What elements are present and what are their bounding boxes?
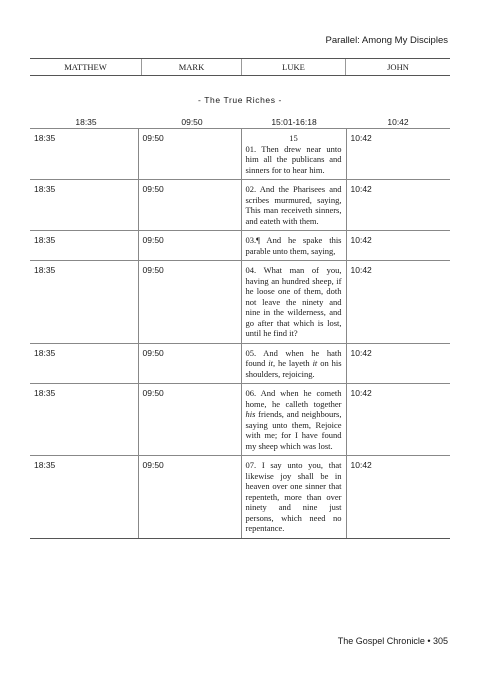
section-title: - The True Riches - xyxy=(198,95,282,105)
page-footer: The Gospel Chronicle • 305 xyxy=(337,636,448,646)
table-row xyxy=(30,261,450,344)
luke-verse xyxy=(241,384,346,456)
table-row xyxy=(30,231,450,261)
matthew-ref: 18:35 xyxy=(30,261,138,344)
john-ref: 10:42 xyxy=(346,343,450,384)
mark-ref: 09:50 xyxy=(138,129,241,180)
ref-john: 10:42 xyxy=(387,117,409,127)
john-ref: 10:42 xyxy=(346,456,450,539)
matthew-ref: 18:35 xyxy=(30,129,138,180)
luke-verse xyxy=(241,343,346,384)
mark-ref: 09:50 xyxy=(138,343,241,384)
verse-text: 05. And when he hath found xyxy=(245,347,342,368)
verse-text: on his shoulders, rejoicing. xyxy=(245,358,342,379)
verse-text: friends, and neighbours, saying unto them, Rejoice with me; for I have found my sheep which was lost. xyxy=(245,409,342,451)
ref-luke: 15:01-16:18 xyxy=(271,117,317,127)
table-row xyxy=(30,343,450,384)
verse-table xyxy=(30,128,450,539)
matthew-ref: 18:35 xyxy=(30,384,138,456)
mark-ref: 09:50 xyxy=(138,261,241,344)
column-luke: LUKE xyxy=(242,59,346,75)
john-ref: 10:42 xyxy=(346,129,450,180)
page-header-title: Parallel: Among My Disciples xyxy=(325,35,448,46)
matthew-ref: 18:35 xyxy=(30,231,138,261)
john-ref: 10:42 xyxy=(346,261,450,344)
luke-verse: 04. What man of you, having an hundred sheep, if he loose one of them, doth not leave the ninety and nine in the wilderness, and go after that which is lost, until he find it? xyxy=(241,261,346,344)
chapter-number: 15 xyxy=(289,133,298,143)
table-row xyxy=(30,129,450,180)
mark-ref: 09:50 xyxy=(138,231,241,261)
john-ref: 10:42 xyxy=(346,231,450,261)
matthew-ref: 18:35 xyxy=(30,180,138,231)
luke-verse: 02. And the Pharisees and scribes murmured, saying, This man receiveth sinners, and eateth with them. xyxy=(241,180,346,231)
verse-text: 01. Then drew near unto him all the publicans and sinners for to hear him. xyxy=(245,143,342,175)
luke-verse: 03.¶ And he spake this parable unto them, saying, xyxy=(241,231,346,261)
table-row xyxy=(30,384,450,456)
mark-ref: 09:50 xyxy=(138,180,241,231)
mark-ref: 09:50 xyxy=(138,456,241,539)
john-ref: 10:42 xyxy=(346,384,450,456)
table-row xyxy=(30,180,450,231)
column-matthew: MATTHEW xyxy=(30,59,142,75)
john-ref: 10:42 xyxy=(346,180,450,231)
gospel-column-header xyxy=(30,58,450,76)
column-mark: MARK xyxy=(142,59,242,75)
luke-verse xyxy=(241,129,346,180)
italic-word: his xyxy=(245,409,256,419)
italic-word: it xyxy=(268,358,273,368)
ref-matthew: 18:35 xyxy=(75,117,97,127)
column-john: JOHN xyxy=(387,62,409,72)
verse-text: , he layeth xyxy=(272,358,313,368)
ref-mark: 09:50 xyxy=(181,117,203,127)
luke-verse: 07. I say unto you, that likewise joy shall be in heaven over one sinner that repenteth, more than over ninety and nine just persons, which need no repentance. xyxy=(241,456,346,539)
mark-ref: 09:50 xyxy=(138,384,241,456)
matthew-ref: 18:35 xyxy=(30,456,138,539)
matthew-ref: 18:35 xyxy=(30,343,138,384)
verse-text: 06. And when he cometh home, he calleth together xyxy=(245,388,342,409)
italic-word: it xyxy=(312,358,318,368)
table-row xyxy=(30,456,450,539)
